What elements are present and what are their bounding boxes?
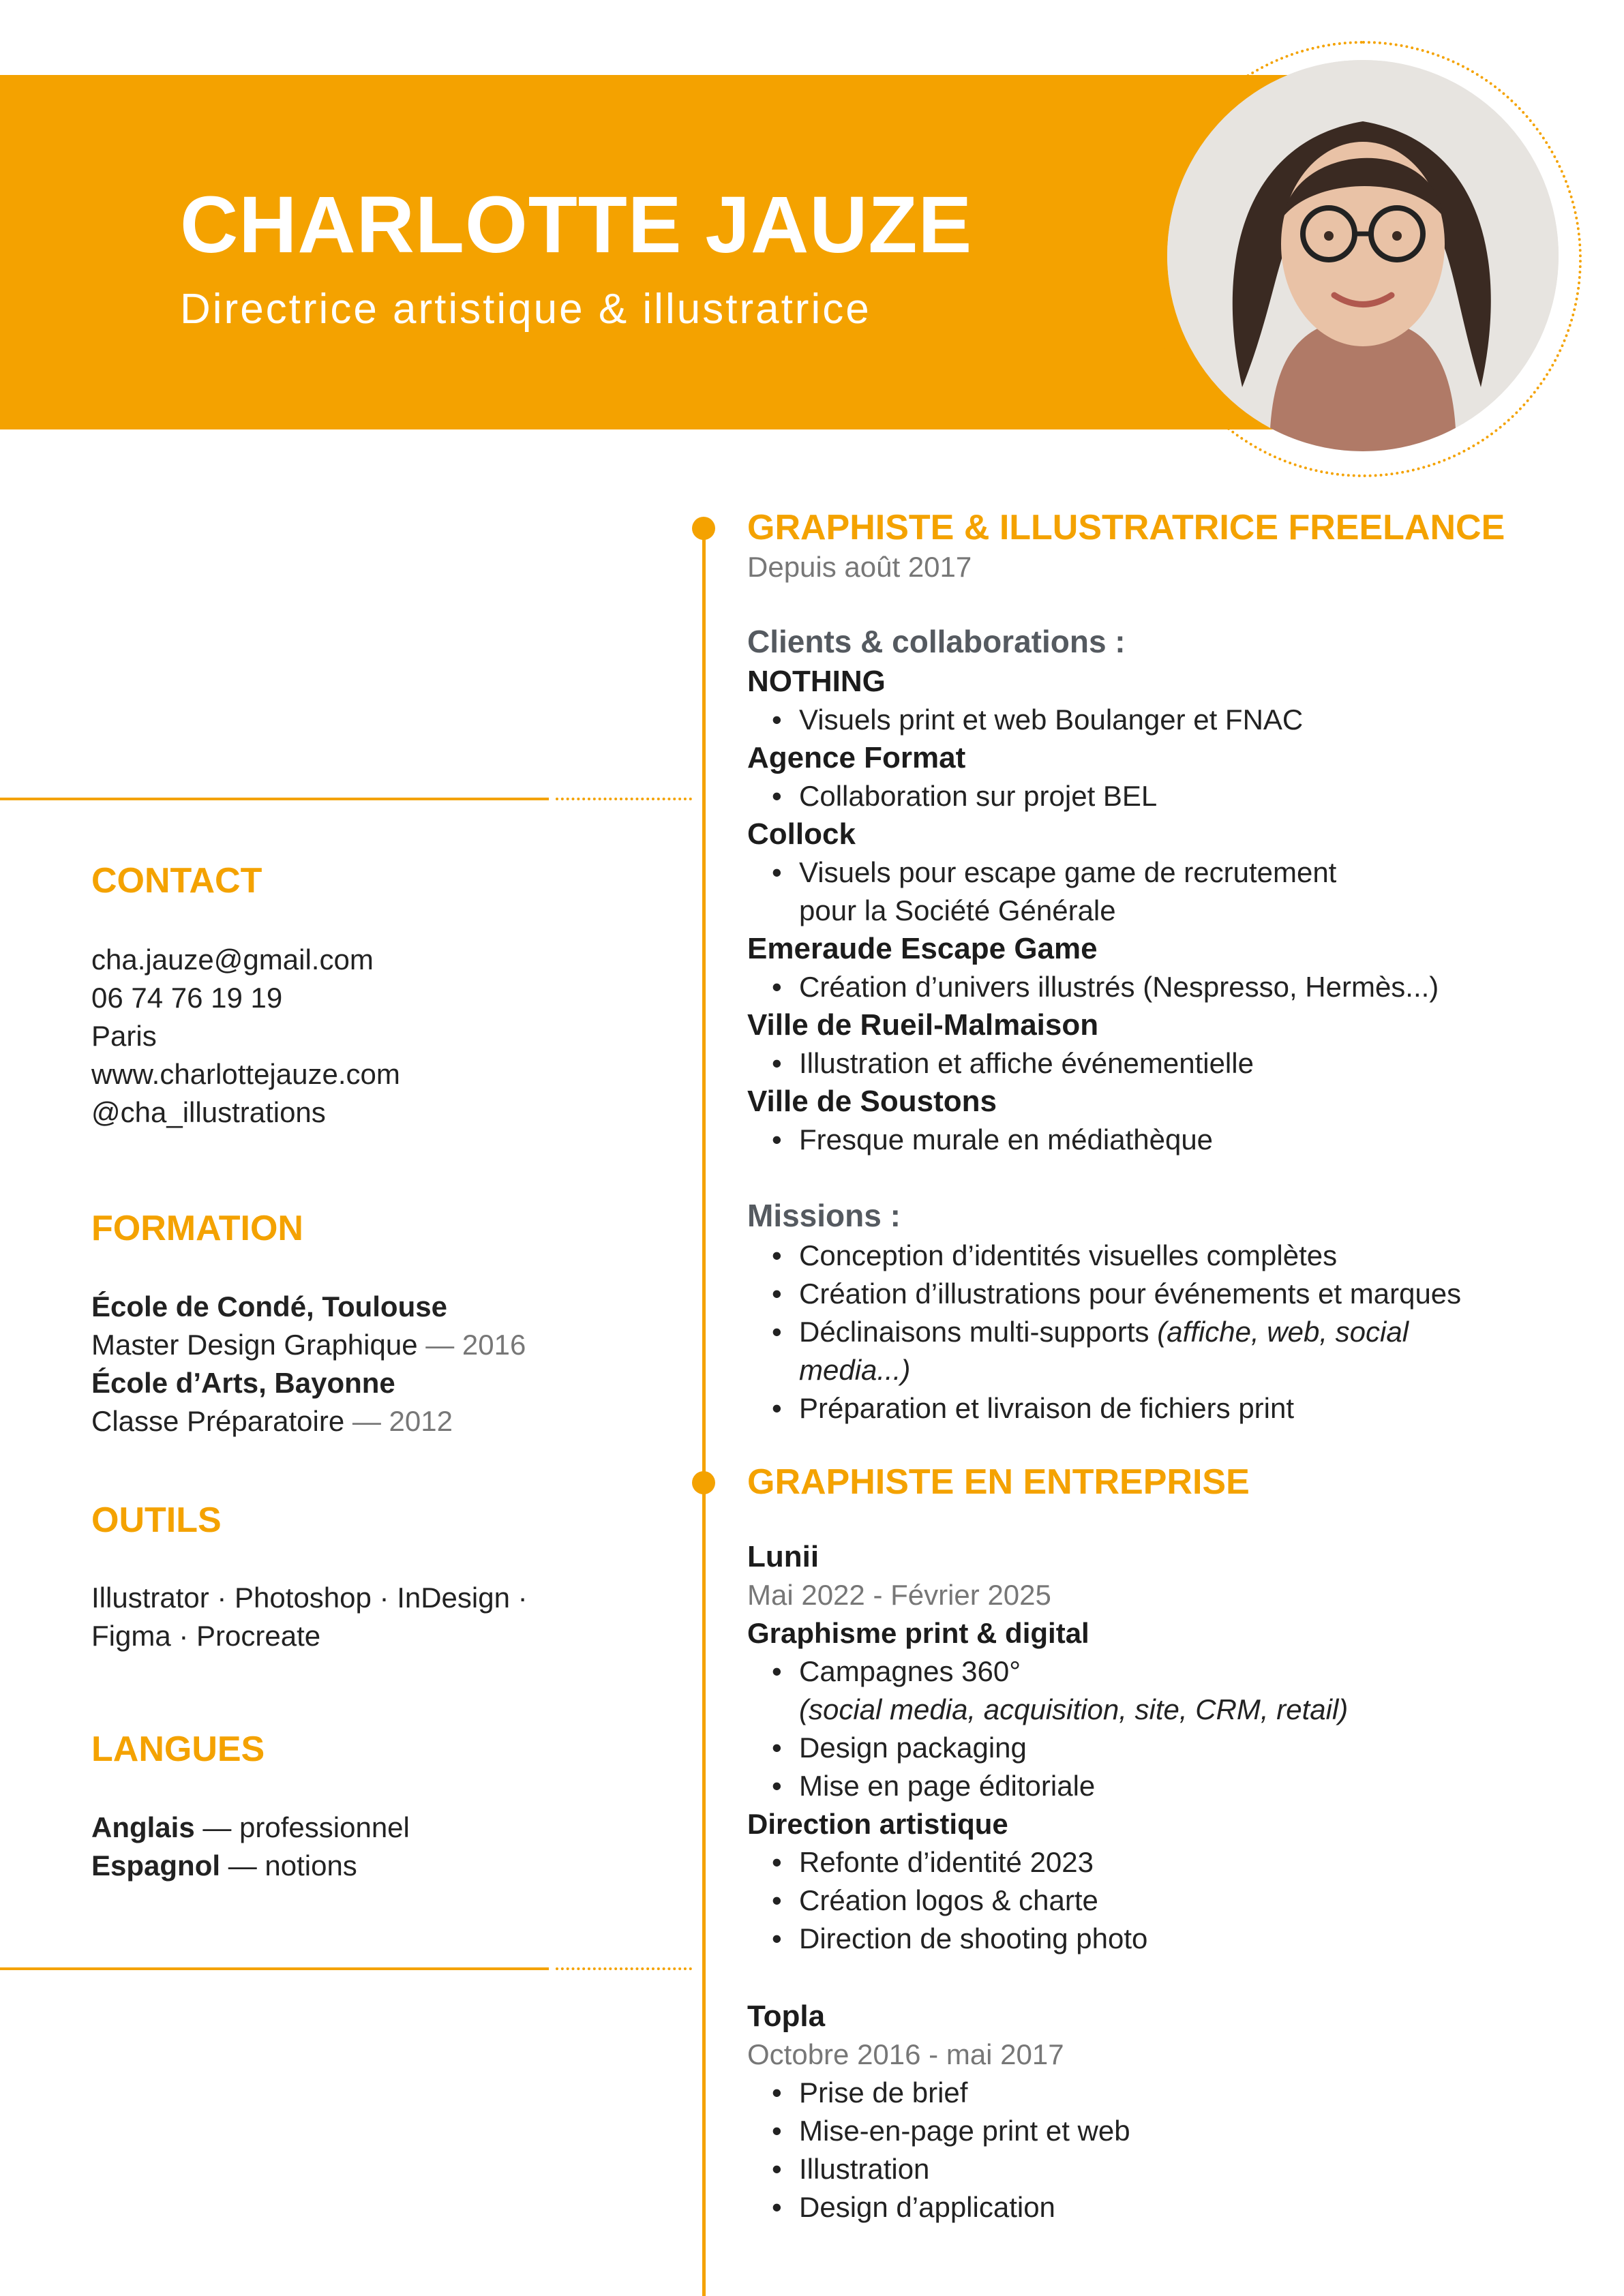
outils-heading: OUTILS <box>91 1500 222 1540</box>
section-title: Direction artistique <box>747 1808 1008 1840</box>
task-item: Mise en page éditoriale <box>799 1770 1096 1802</box>
clients-heading: Clients & collaborations : <box>747 624 1126 659</box>
client-name: Ville de Soustons <box>747 1085 997 1118</box>
mission-item-italic: (affiche, web, social <box>1157 1316 1409 1348</box>
langues-heading: LANGUES <box>91 1729 265 1769</box>
missions-heading: Missions : <box>747 1198 901 1233</box>
task-item: Prise de brief <box>799 2076 968 2109</box>
company-date: Octobre 2016 - mai 2017 <box>747 2038 1064 2070</box>
client-name: Emeraude Escape Game <box>747 932 1098 965</box>
task-item: Mise-en-page print et web <box>799 2115 1130 2147</box>
mission-item: Conception d’identités visuelles complètes <box>799 1239 1338 1271</box>
separator-dots <box>556 798 692 800</box>
formation-sep: — <box>417 1329 462 1361</box>
formation-degree: Classe Préparatoire <box>91 1405 345 1437</box>
language-level: — professionnel <box>194 1811 410 1843</box>
language-name: Espagnol <box>91 1849 221 1882</box>
outils-block <box>91 1579 528 1655</box>
client-bullet: Création d’univers illustrés (Nespresso, Hermès...) <box>799 971 1439 1003</box>
job-title: GRAPHISTE & ILLUSTRATRICE FREELANCE <box>747 508 1505 547</box>
client-name: Collock <box>747 817 856 851</box>
task-item: Création logos & charte <box>799 1884 1098 1916</box>
contact-heading: CONTACT <box>91 861 262 901</box>
separator-dots <box>556 1967 692 1970</box>
task-item: Design packaging <box>799 1732 1027 1764</box>
formation-heading: FORMATION <box>91 1209 303 1248</box>
task-item: Refonte d’identité 2023 <box>799 1846 1094 1878</box>
company-date: Mai 2022 - Février 2025 <box>747 1579 1051 1611</box>
mission-item: Création d’illustrations pour événements et marques <box>799 1278 1462 1310</box>
job-title: GRAPHISTE EN ENTREPRISE <box>747 1462 1250 1502</box>
section-title: Graphisme print & digital <box>747 1617 1089 1649</box>
formation-school: École d’Arts, Bayonne <box>91 1367 395 1399</box>
timeline-dot <box>692 517 715 540</box>
company-name: Lunii <box>747 1540 819 1573</box>
client-bullet: Illustration et affiche événementielle <box>799 1047 1254 1079</box>
missions-list <box>747 1237 1461 1428</box>
client-name: Ville de Rueil-Malmaison <box>747 1008 1099 1042</box>
separator-line <box>0 1967 549 1970</box>
outils-line: Illustrator · Photoshop · InDesign · <box>91 1582 528 1614</box>
formation-year: 2016 <box>462 1329 526 1361</box>
task-item: Design d’application <box>799 2191 1055 2223</box>
contact-phone[interactable]: 06 74 76 19 19 <box>91 982 283 1014</box>
langues-block <box>91 1809 410 1885</box>
formation-year: 2012 <box>389 1405 453 1437</box>
client-name: Agence Format <box>747 741 966 774</box>
contact-block <box>91 941 400 1132</box>
job-date: Depuis août 2017 <box>747 551 972 583</box>
client-bullet: Visuels print et web Boulanger et FNAC <box>799 704 1304 736</box>
company-name: Topla <box>747 1999 826 2033</box>
mission-item: Déclinaisons multi-supports <box>799 1316 1158 1348</box>
client-bullet: Visuels pour escape game de recrutement <box>799 856 1337 888</box>
formation-school: École de Condé, Toulouse <box>91 1290 447 1323</box>
contact-social[interactable]: @cha_illustrations <box>91 1096 326 1128</box>
contact-website[interactable]: www.charlottejauze.com <box>91 1058 400 1090</box>
language-level: — notions <box>220 1849 357 1882</box>
contact-email[interactable]: cha.jauze@gmail.com <box>91 943 374 976</box>
formation-sep: — <box>344 1405 389 1437</box>
candidate-name: CHARLOTTE JAUZE <box>180 180 973 270</box>
timeline-dot <box>692 1471 715 1494</box>
client-bullet: Collaboration sur projet BEL <box>799 780 1158 812</box>
task-item-italic: (social media, acquisition, site, CRM, retail) <box>799 1693 1349 1725</box>
formation-block <box>91 1288 526 1440</box>
formation-degree: Master Design Graphique <box>91 1329 418 1361</box>
profile-photo <box>1167 60 1559 451</box>
contact-city: Paris <box>91 1020 157 1052</box>
separator-line <box>0 798 549 800</box>
candidate-role: Directrice artistique & illustratrice <box>180 286 871 333</box>
task-item: Direction de shooting photo <box>799 1922 1148 1954</box>
timeline-line <box>702 526 706 2296</box>
lunii-block <box>747 1538 1348 1958</box>
mission-item-italic: media...) <box>799 1354 911 1386</box>
mission-item: Préparation et livraison de fichiers print <box>799 1392 1295 1424</box>
client-bullet: Fresque murale en médiathèque <box>799 1123 1214 1155</box>
clients-list <box>747 663 1439 1159</box>
task-item: Illustration <box>799 2153 930 2185</box>
client-bullet-continuation: pour la Société Générale <box>799 894 1116 926</box>
language-name: Anglais <box>91 1811 195 1843</box>
client-name: NOTHING <box>747 665 886 698</box>
task-item: Campagnes 360° <box>799 1655 1021 1687</box>
portrait-illustration <box>1167 60 1559 451</box>
topla-block <box>747 1997 1130 2226</box>
outils-line: Figma · Procreate <box>91 1620 321 1652</box>
